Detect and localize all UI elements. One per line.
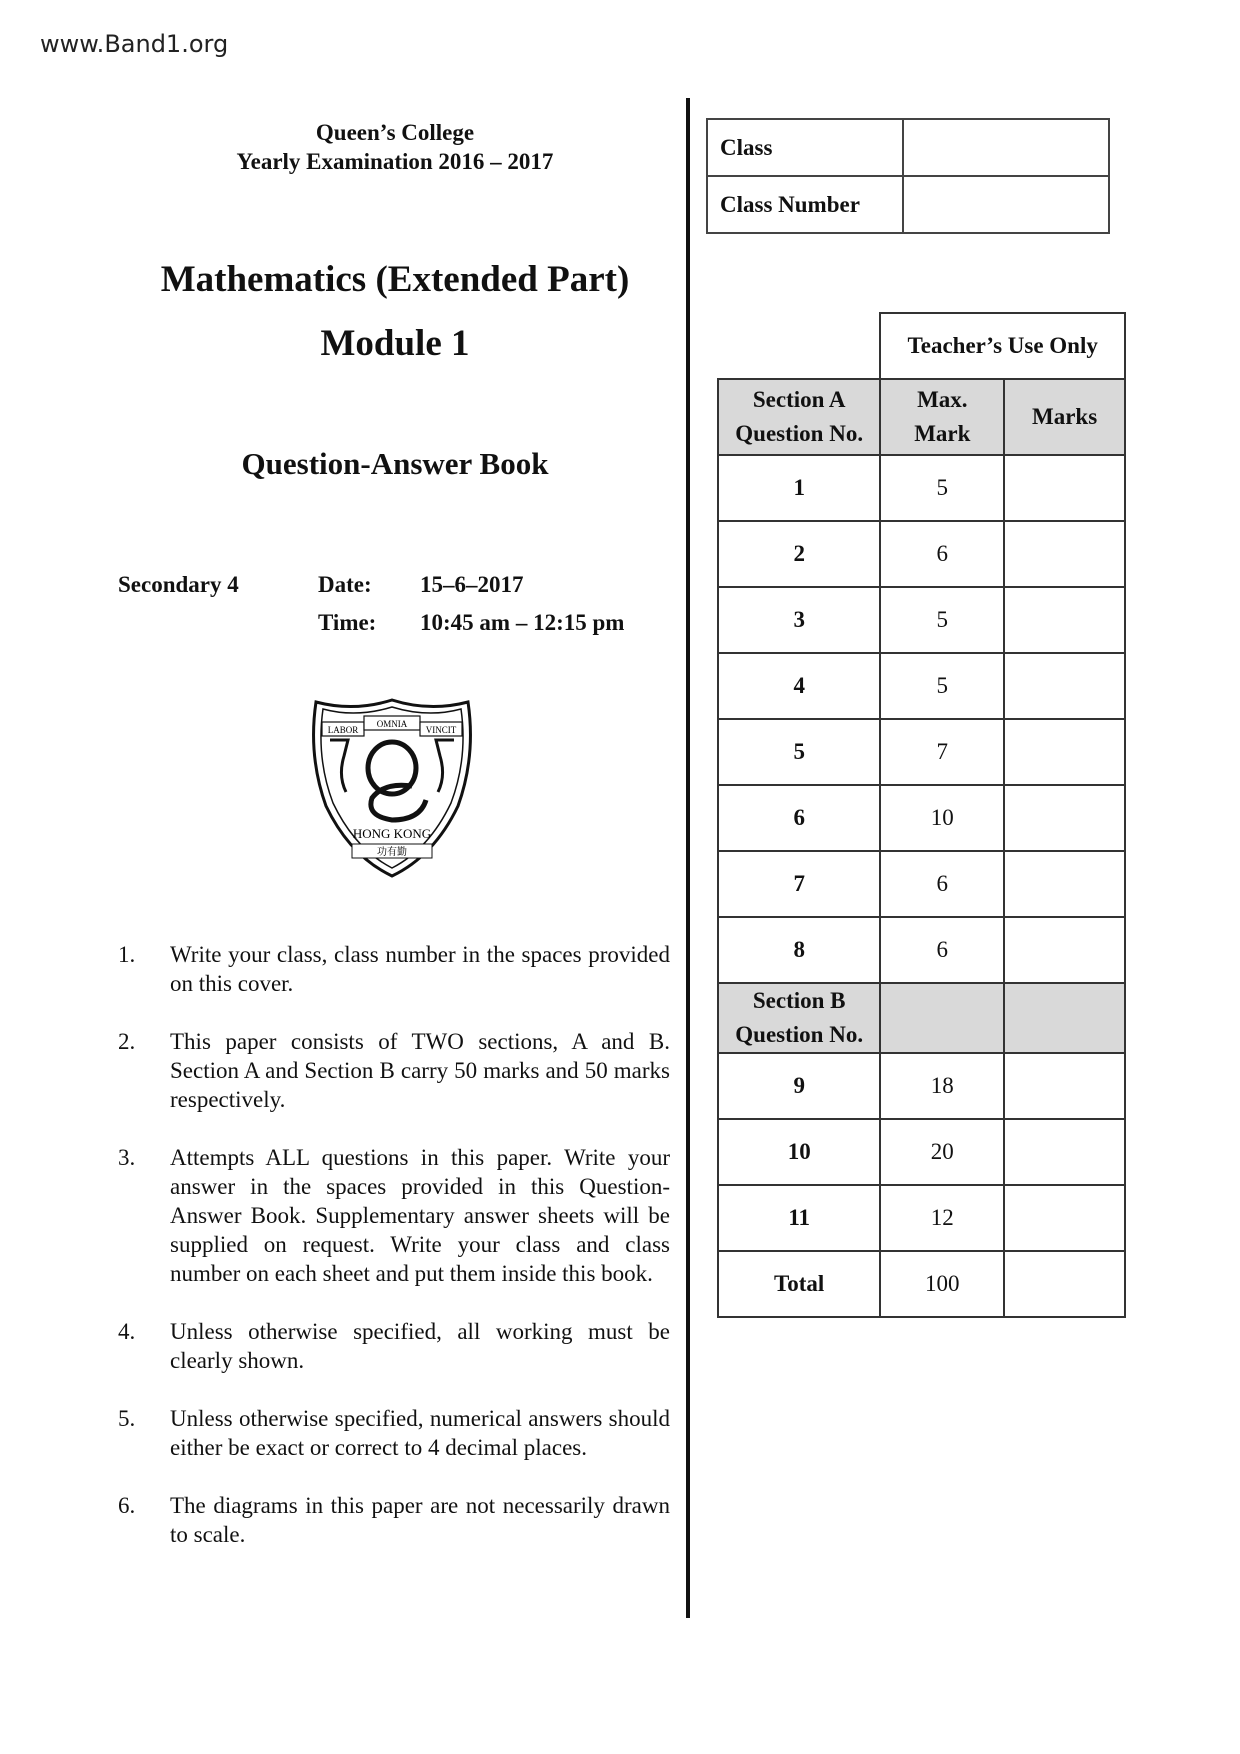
question-no: 7 <box>718 851 880 917</box>
time-value: 10:45 am – 12:15 pm <box>420 610 625 635</box>
marks-table <box>717 312 1126 1318</box>
table-row <box>718 719 1125 785</box>
table-row <box>718 521 1125 587</box>
svg-text:VINCIT: VINCIT <box>425 725 457 735</box>
max-mark: 12 <box>880 1185 1004 1251</box>
marks-field[interactable] <box>1004 521 1125 587</box>
section-a-header: Section A Question No. <box>718 379 880 455</box>
total-row <box>718 1251 1125 1317</box>
marks-field[interactable] <box>1004 1185 1125 1251</box>
max-mark: 5 <box>880 455 1004 521</box>
marks-field[interactable] <box>1004 1119 1125 1185</box>
question-no: 10 <box>718 1119 880 1185</box>
question-no: 3 <box>718 587 880 653</box>
marks-field[interactable] <box>1004 917 1125 983</box>
question-no: 11 <box>718 1185 880 1251</box>
question-no: 1 <box>718 455 880 521</box>
class-label: Class <box>707 119 903 176</box>
marks-field[interactable] <box>1004 653 1125 719</box>
instruction-item: 4. Unless otherwise specified, all working must be clearly shown. <box>118 1319 670 1373</box>
instruction-item: 2. This paper consists of TWO sections, A and B. Section A and Section B carry 50 marks and 50 marks respectively. <box>118 1029 670 1112</box>
module-title: Module 1 <box>320 323 470 364</box>
table-row <box>718 851 1125 917</box>
max-mark: 7 <box>880 719 1004 785</box>
marks-field[interactable] <box>1004 1053 1125 1119</box>
class-field[interactable] <box>903 119 1109 176</box>
marks-field[interactable] <box>1004 851 1125 917</box>
svg-text:功有勤: 功有勤 <box>377 847 407 858</box>
marks-field[interactable] <box>1004 719 1125 785</box>
school-crest-icon <box>308 696 476 880</box>
marks-header: Marks <box>1004 379 1125 455</box>
total-marks-field[interactable] <box>1004 1251 1125 1317</box>
table-row <box>718 455 1125 521</box>
question-no: 9 <box>718 1053 880 1119</box>
max-mark: 18 <box>880 1053 1004 1119</box>
max-mark: 10 <box>880 785 1004 851</box>
total-max: 100 <box>880 1251 1004 1317</box>
instruction-item: 6. The diagrams in this paper are not necessarily drawn to scale. <box>118 1493 670 1547</box>
question-no: 4 <box>718 653 880 719</box>
page-divider <box>686 98 690 1618</box>
svg-text:LABOR: LABOR <box>327 725 359 735</box>
grade-label: Secondary 4 <box>118 572 239 597</box>
table-row <box>718 1185 1125 1251</box>
max-mark: 6 <box>880 917 1004 983</box>
table-row <box>718 1053 1125 1119</box>
class-number-field[interactable] <box>903 176 1109 233</box>
instructions-list <box>118 940 670 1578</box>
question-no: 6 <box>718 785 880 851</box>
school-name: Queen’s College <box>315 120 475 145</box>
exam-name: Yearly Examination 2016 – 2017 <box>236 149 554 174</box>
marks-field[interactable] <box>1004 455 1125 521</box>
section-b-blank <box>880 983 1004 1053</box>
table-row <box>718 653 1125 719</box>
date-label: Date: <box>318 572 372 597</box>
class-number-label: Class Number <box>707 176 903 233</box>
max-mark: 6 <box>880 851 1004 917</box>
table-row <box>718 917 1125 983</box>
instruction-item: 1. Write your class, class number in the spaces provided on this cover. <box>118 942 670 996</box>
date-value: 15–6–2017 <box>420 572 524 597</box>
svg-text:OMNIA: OMNIA <box>376 719 408 729</box>
max-mark: 6 <box>880 521 1004 587</box>
svg-text:HONG KONG: HONG KONG <box>352 826 432 841</box>
instruction-item: 3. Attempts ALL questions in this paper. Write your answer in the spaces provided in this Question-Answer Book. Supplementary answer sheets will be supplied on request. Write your class and class number on each sheet and put them inside this book. <box>118 1145 670 1286</box>
max-mark: 20 <box>880 1119 1004 1185</box>
exam-header <box>110 118 680 176</box>
teacher-use-header: Teacher’s Use Only <box>880 313 1125 379</box>
table-row <box>718 587 1125 653</box>
book-title: Question-Answer Book <box>241 446 549 481</box>
total-label: Total <box>718 1251 880 1317</box>
max-mark: 5 <box>880 587 1004 653</box>
max-mark-header: Max. Mark <box>880 379 1004 455</box>
section-b-blank <box>1004 983 1125 1053</box>
question-no: 2 <box>718 521 880 587</box>
watermark: www.Band1.org <box>40 30 229 58</box>
marks-field[interactable] <box>1004 785 1125 851</box>
max-mark: 5 <box>880 653 1004 719</box>
time-label: Time: <box>318 610 377 635</box>
empty-corner <box>718 313 880 379</box>
class-info-table <box>706 118 1110 234</box>
section-b-header: Section B Question No. <box>718 983 880 1053</box>
table-row <box>718 1119 1125 1185</box>
subject-title: Mathematics (Extended Part) <box>160 259 630 300</box>
table-row <box>718 785 1125 851</box>
marks-field[interactable] <box>1004 587 1125 653</box>
question-no: 8 <box>718 917 880 983</box>
question-no: 5 <box>718 719 880 785</box>
instruction-item: 5. Unless otherwise specified, numerical answers should either be exact or correct to 4 decimal places. <box>118 1406 670 1460</box>
